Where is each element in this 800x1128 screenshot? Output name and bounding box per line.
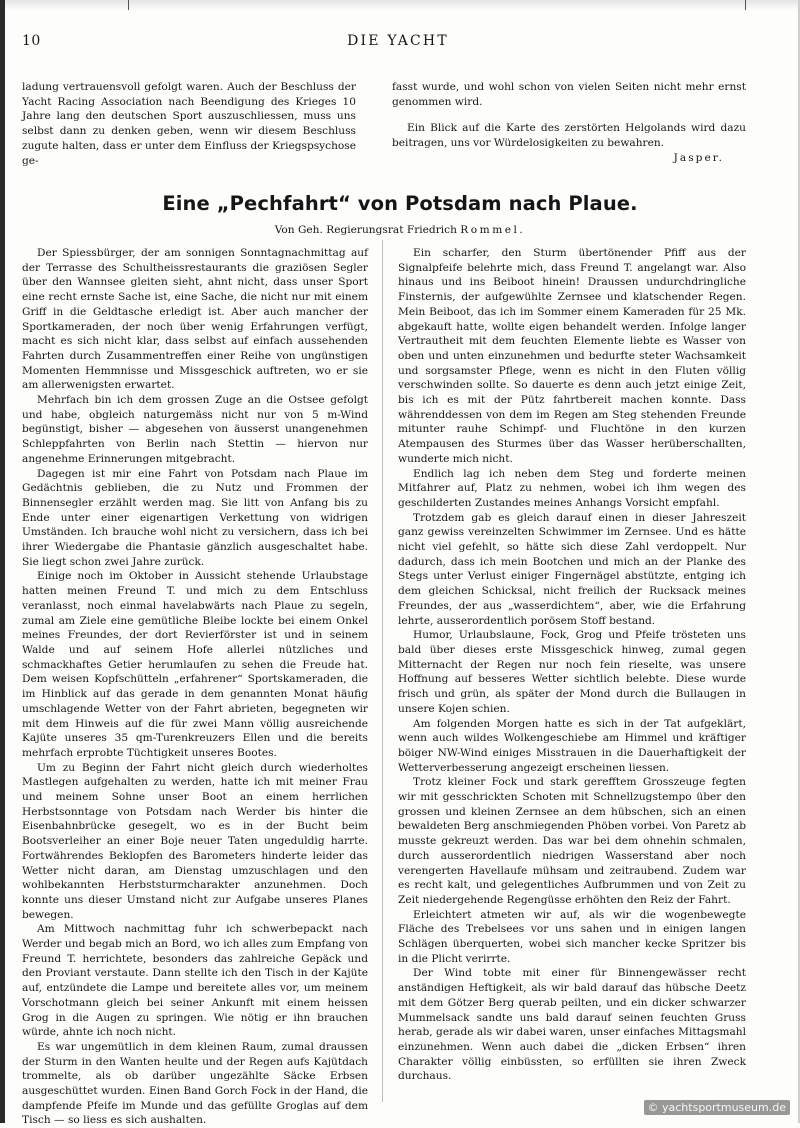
paragraph: Einige noch im Oktober in Aussicht stehende Urlaubstage hatten meinen Freund T. und mich zu dem Entschluss veranlasst, noch einmal havelabwärts nach Plaue zu segeln, zumal am Ziele eine gemütliche Bleibe lockte bei einem Onkel meines Freundes, der dort Revierförster ist und in seinem Walde und auf seinem Hofe allerlei nützliches und schmackhaftes Getier herumlaufen zu sehen die Freude hat. Dem weisen Kopfschütteln „erfahrener“ Sportskameraden, die im Hinblick auf das gerade in dem genannten Monat häufig umschlagende Wetter von der Fahrt abrieten, begegneten wir mit dem Hinweis auf die für zwei Mann völlig ausreichende Kajüte unseres 35 qm-Turenkreuzers Ellen und die bereits mehrfach erprobte Tüchtigkeit unseres Bootes. (22, 570, 368, 759)
copyright-watermark: © yachtsportmuseum.de (644, 1100, 790, 1115)
paragraph: Ein Blick auf die Karte des zerstörten Helgolands wird dazu beitragen, uns vor Würdelosigkeiten zu bewahren. (392, 122, 746, 150)
previous-article-right-column (392, 80, 746, 166)
paragraph: Es war ungemütlich in dem kleinen Raum, zumal draussen der Sturm in den Wanten heulte und der Regen aufs Kajütdach trommelte, als ob darüber ungezählte Säcke Erbsen ausgeschüttet wurden. Einen Band Gorch Fock in der Hand, die dampfende Pfeife im Munde und das gefüllte Groglas auf dem Tisch — so liess es sich aushalten. (22, 1040, 368, 1127)
article-byline (0, 224, 800, 236)
scan-mark (745, 0, 746, 10)
page-header (22, 33, 774, 53)
author-signature: Jasper. (673, 151, 724, 164)
paragraph: ladung vertrauensvoll gefolgt waren. Auch der Beschluss der Yacht Racing Association nach Beendigung des Krieges 10 Jahre lang den deutschen Sport auszuschliessen, muss uns selbst dann zu denken geben, wenn wir diesem Beschluss zugute halten, dass er unter dem Einfluss der Kriegspsychose ge- (22, 81, 356, 167)
previous-article-left-column (22, 80, 356, 168)
scan-mark (128, 0, 129, 10)
paragraph: Trotz kleiner Fock und stark gerefftem Grosszeuge fegten wir mit gesschrickten Schoten mit Schnellzugstempo über den grossen und kleinen Zernsee an dem hübschen, sich an einen bewaldeten Berg anschmiegenden Phöben vorbei. Von Paretz ab musste gekreuzt werden. Das war bei dem ohnehin schmalen, durch ausserordentlich niedrigen Wasserstand aber noch verengerten Havellaufe mühsam und zeitraubend. Zudem war es recht kalt, und gelegentliches Aufbrummen und von Zeit zu Zeit niedergehende Regengüsse erhöhten den Reiz der Fahrt. (398, 776, 746, 906)
paragraph: Mehrfach bin ich dem grossen Zuge an die Ostsee gefolgt und habe, obgleich naturgemäss nicht nur von 5 m-Wind begünstigt, bisher — abgesehen von äusserst unangenehmen Schleppfahrten von Berlin nach Stettin — hiervon nur angenehme Erinnerungen mitgebracht. (22, 394, 368, 465)
article-title: Eine „Pechfahrt“ von Potsdam nach Plaue. (162, 192, 638, 215)
byline-author: Rommel. (460, 224, 526, 236)
column-divider (382, 240, 383, 1102)
paragraph: Am Mittwoch nachmittag fuhr ich schwerbepackt nach Werder und begab mich an Bord, wo ich alles zum Empfang von Freund T. herrichtete, besonders das zahlreiche Gepäck und den Proviant verstaute. Dann stellte ich den Tisch in der Kajüte auf, entzündete die Lampe und bereitete alles vor, um meinem Vorschotmann gleich bei seiner Ankunft mit einem heissen Grog in die Augen zu springen. Wie nötig er ihn brauchen würde, ahnte ich noch nicht. (22, 923, 368, 1039)
paragraph: Um zu Beginn der Fahrt nicht gleich durch wiederholtes Mastlegen aufgehalten zu werden, hatte ich mit meiner Frau und meinem Sohne unser Boot an einem herrlichen Herbstsonntage von Potsdam nach Werder bis hinter die Eisenbahnbrücke gesegelt, wo es in der Bucht beim Bootsverleiher an einer Boje neuer Taten ungeduldig harrte. Fortwährendes Beklopfen des Barometers hinderte leider das Wetter nicht daran, am Dienstag umzuschlagen und den wohlbekannten Herbststurmcharakter anzunehmen. Doch konnte uns dieser Umstand nicht zur Aufgabe unseres Planes bewegen. (22, 761, 368, 921)
paragraph: Ein scharfer, den Sturm übertönender Pfiff aus der Signalpfeife belehrte mich, dass Freund T. angelangt war. Also hinaus und ins Beiboot hinein! Draussen undurchdringliche Finsternis, der aufgewühlte Zernsee und klatschender Regen. Mein Beiboot, das ich im Sommer einem Kameraden für 25 Mk. abgekauft hatte, wollte eigen behandelt werden. Infolge langer Vertrautheit mit dem feuchten Elemente liebte es Wasser von oben und unten einzunehmen und bedurfte steter Wachsamkeit und sorgsamster Pflege, wenn es nicht in den Fluten völlig verschwinden sollte. So dauerte es denn auch jetzt einige Zeit, bis ich es mit der Pütz fahrtbereit machen konnte. Dass währenddessen von dem im Regen am Steg stehenden Freunde mitunter rauhe Schimpf- und Fluchtöne in den kurzen Atempausen des Sturmes über das Wasser herüberschallten, wunderte mich nicht. (398, 247, 746, 465)
byline-prefix: Von Geh. Regierungsrat Friedrich (274, 224, 457, 236)
paragraph: Der Spiessbürger, der am sonnigen Sonntagnachmittag auf der Terrasse des Schultheissrestaurants die graziösen Segler über den Wannsee gleiten sieht, ahnt nicht, dass unser Sport eine recht ernste Sache ist, eine Sache, die nicht nur mit einem Griff in die Geldtasche erledigt ist. Aber auch mancher der Sportkameraden, der noch über wenig Erfahrungen verfügt, macht es sich nicht klar, dass selbst auf einfach aussehenden Fahrten durch Zusammentreffen einer Reihe von ungünstigen Momenten Hemmnisse und Missgeschick auftreten, wo er sie am allerwenigsten erwartet. (22, 247, 368, 392)
paragraph: Dagegen ist mir eine Fahrt von Potsdam nach Plaue im Gedächtnis geblieben, die zu Nutz und Frommen der Binnensegler erzählt werden mag. Sie litt von Anfang bis zu Ende unter einer eigenartigen Verkettung von widrigen Umständen. Ich brauche wohl nicht zu versichern, dass ich bei ihrer Wiedergabe die Phantasie gänzlich ausgeschaltet habe. Sie liegt schon zwei Jahre zurück. (22, 467, 368, 568)
paragraph: fasst wurde, und wohl schon von vielen Seiten nicht mehr ernst genommen wird. (392, 81, 746, 108)
running-title: DIE YACHT (347, 33, 449, 49)
paragraph: Humor, Urlaubslaune, Fock, Grog und Pfeife trösteten uns bald über dieses erste Missgeschick hinweg, zumal gegen Mitternacht der Regen nur noch fein rieselte, was unsere Hoffnung auf besseres Wetter sichtlich belebte. Diese wurde frisch und grün, als später der Mond durch die Bullaugen in unsere Kojen schien. (398, 629, 746, 715)
scan-left-binding-edge (0, 0, 5, 1123)
scan-top-shadow (0, 0, 800, 10)
paragraph: Endlich lag ich neben dem Steg und forderte meinen Mitfahrer auf, Platz zu nehmen, wobei ich ihm wegen des geschilderten Zustandes meines Anhangs Vorsicht empfahl. (398, 467, 746, 509)
page-number: 10 (22, 33, 41, 49)
paragraph: Am folgenden Morgen hatte es sich in der Tat aufgeklärt, wenn auch wildes Wolkengeschiebe am Himmel und kräftiger böiger NW-Wind einiges Misstrauen in die Dauerhaftigkeit der Wetterverbesserung angezeigt erscheinen liessen. (398, 717, 746, 774)
article-left-column (22, 246, 368, 1128)
paragraph: Trotzdem gab es gleich darauf einen in dieser Jahreszeit ganz gewiss vereinzelten Schwimmer im Zernsee. Und es hätte nicht viel gefehlt, so hätte sich diese Zahl verdoppelt. Nur dadurch, dass ich mein Bootchen und mich an der Planke des Stegs unter Verlust einiger Fingernägel abstützte, entging ich dem gleichen Schicksal, nicht freilich der Rucksack meines Freundes, der aus „wasserdichtem“, aber, wie die Erfahrung lehrte, ausserordentlich porösem Stoff bestand. (398, 511, 746, 627)
paragraph: Erleichtert atmeten wir auf, als wir die wogenbewegte Fläche des Trebelsees vor uns sahen und in einigen langen Schlägen überquerten, wobei sich mancher kecke Spritzer bis in die Plicht verirrte. (398, 908, 746, 965)
paragraph: Der Wind tobte mit einer für Binnengewässer recht anständigen Heftigkeit, als wir bald darauf das hübsche Deetz mit dem Götzer Berg querab peilten, und ein dicker schwarzer Mummelsack sandte uns bald darauf seinen feuchten Gruss herab, gerade als wir dabei waren, unser einfaches Mittagsmahl einzunehmen. Wenn auch dabei die „dicken Erbsen“ ihren Charakter völlig einbüssten, so erfüllten sie ihren Zweck durchaus. (398, 967, 746, 1083)
article-right-column (398, 246, 746, 1084)
